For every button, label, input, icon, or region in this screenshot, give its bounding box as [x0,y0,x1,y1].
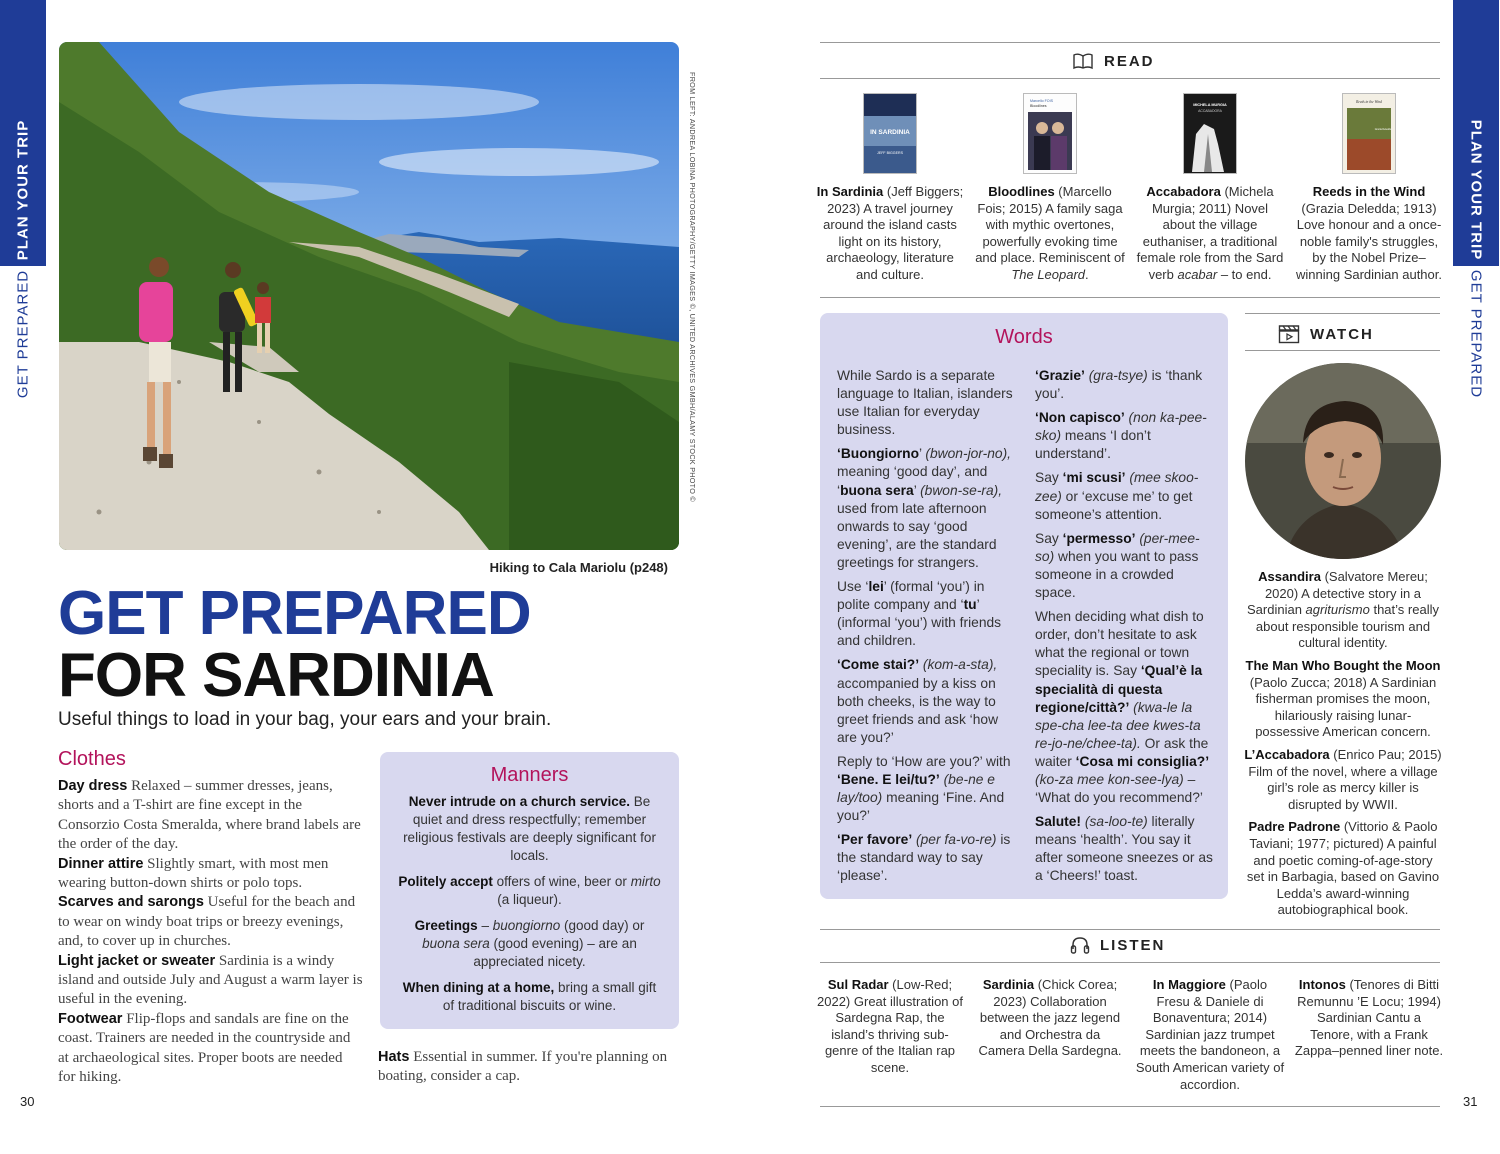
side-tab-secondary: GET PREPARED [14,269,32,399]
manners-item: Greetings – buongiorno (good day) or buona sera (good evening) – are an appreciated nicety. [414,918,645,969]
text-paragraph: While Sardo is a separate language to Italian, islanders use Italian for everyday business. [837,368,1013,438]
book-entry [1294,93,1444,283]
album-entry: Sardinia (Chick Corea; 2023) Collaboration between the jazz legend and Orchestra da Camera Della Sardegna. [978,977,1122,1059]
divider [1245,313,1440,314]
text-paragraph: The Man Who Bought the Moon (Paolo Zucca; 2018) A Sardinian fisherman promises the moon, hilariously raising lunar-possessive American concern. [1245,657,1441,740]
album-entry: Intonos (Tenores di Bitti Remunnu ’E Locu; 1994) Sardinian Cantu a Tenore, with a Frank Zappa–penned liner note. [1294,977,1444,1059]
divider [820,42,1440,43]
manners-item: When dining at a home, bring a small gift of traditional biscuits or wine. [402,980,657,1013]
svg-text:JEFF BIGGERS: JEFF BIGGERS [877,151,903,155]
svg-text:Grazia Deledda: Grazia Deledda [1374,128,1392,131]
clothes-item: Light jacket or sweater Sardinia is a windy island and outside July and August a warm layer is useful in the evening. [58,952,363,1008]
book-cover-art [1184,94,1236,173]
svg-text:IN SARDINIA: IN SARDINIA [870,129,910,136]
album-entry: In Maggiore (Paolo Fresu & Daniele di Bonaventura; 2014) Sardinian jazz trumpet meets the bandoneon, a South American variety of accordion. [1135,977,1285,1092]
side-tab-primary: PLAN YOUR TRIP [14,119,32,261]
divider [820,1106,1440,1107]
divider [820,297,1440,298]
manners-item: Politely accept offers of wine, beer or mirto (a liqueur). [398,874,661,907]
page-number-left: 30 [20,1094,35,1109]
watch-heading: WATCH [1278,324,1374,344]
clothes-item: Scarves and sarongs Useful for the beach and to wear on windy boat trips or breezy evenings, and, to cover up in churches. [58,894,356,950]
svg-text:Marcello FOIS: Marcello FOIS [1030,99,1053,103]
page-number-right: 31 [1463,1094,1478,1109]
text-paragraph: Reply to ‘How are you?’ with ‘Bene. E lei/tu?’ (be-ne e lay/too) meaning ‘Fine. And you?’ [837,753,1011,824]
clothes-item: Footwear Flip-flops and sandals are fine on the coast. Trainers are needed in the countryside and at archaeological sites. Proper boots are needed for hiking. [58,1010,351,1086]
watch-list [1243,569,1443,925]
album-entry: Sul Radar (Low-Red; 2022) Great illustration of Sardegna Rap, the island’s thriving sub-genre of the Italian rap scene. [817,977,963,1075]
side-tab-primary: PLAN YOUR TRIP [1467,119,1485,261]
book-entry [975,93,1125,283]
svg-text:Bloodlines: Bloodlines [1030,104,1047,108]
text-paragraph: ‘Grazie’ (gra-tsye) is ‘thank you’. [1035,368,1203,402]
text-paragraph: L’Accabadora (Enrico Pau; 2015) Film of the novel, where a village girl’s role as mercy killer is disrupted by WWII. [1244,746,1442,812]
divider [820,962,1440,963]
clothes-item: Day dress Relaxed – summer dresses, jeans, shorts and a T-shirt are fine except in the Consorzio Costa Smeralda, where brand labels are the order of the day. [58,778,361,853]
clothes-item: Dinner attire Slightly smart, with most men wearing button-down shirts or polo tops. [58,855,329,892]
page-subtitle: Useful things to load in your bag, your ears and your brain. [58,709,552,730]
book-entry [1135,93,1285,283]
text-paragraph: Padre Padrone (Vittorio & Paolo Taviani; 1977; pictured) A painful and poetic coming-of-age-story set in Barbagia, based on Gavino Ledda’s award-winning autobiographical book. [1246,819,1440,918]
page-title-line2: FOR SARDINIA [58,641,494,710]
text-paragraph: ‘Per favore’ (per fa-vo-re) is the standard way to say ‘please’. [837,832,1011,884]
hiking-photo [59,42,679,550]
right-side-tab [1453,0,1499,410]
text-paragraph: When deciding what dish to order, don’t hesitate to ask what the regional or town speciality is. Say ‘Qual’è la specialità di questa regione/città?’ (kwa-le la spe-cha lee-ta dee kwes-ta re-jo-ne/chee-ta). Or ask the waiter ‘Cosa mi consiglia?’ (ko-za mee kon-see-lya) – ‘What do you recommend?’ [1035,609,1210,806]
hiking-landscape-image [59,42,679,550]
book-icon [1072,52,1094,70]
clothes-item-hats: Hats Essential in summer. If you're planning on boating, consider a cap. [378,1049,668,1085]
book-cover-art [1343,94,1395,173]
headphones-icon [1070,936,1090,954]
svg-text:MICHELA MURGIA: MICHELA MURGIA [1193,103,1227,107]
text-paragraph: ‘Buongiorno’ (bwon-jor-no), meaning ‘good day’, and ‘buona sera’ (bwon-se-ra), used from late afternoon onwards to say ‘good evening’, are the standard greetings for strangers. [837,446,1012,570]
book-cover-image [1183,93,1237,174]
book-description: Reeds in the Wind (Grazia Deledda; 1913) Love honour and a once-noble family's struggles, by the Nobel Prize–winning Sardinian author. [1296,184,1442,282]
read-heading: READ [1072,52,1155,70]
book-cover-art [1024,94,1076,173]
film-clapper-icon [1278,324,1300,344]
svg-text:ACCABADORA: ACCABADORA [1198,109,1222,113]
photo-caption: Hiking to Cala Mariolu (p248) [489,560,668,575]
book-description: Accabadora (Michela Murgia; 2011) Novel about the village euthaniser, a traditional female role from the Sard verb acabar – to end. [1136,184,1284,282]
divider [1245,350,1440,351]
book-description: In Sardinia (Jeff Biggers; 2023) A travel journey around the island casts light on its history, archaeology, literature and culture. [816,184,964,282]
svg-text:Reeds in the Wind: Reeds in the Wind [1356,100,1382,104]
text-paragraph: ‘Come stai?’ (kom-a-sta), accompanied by a kiss on both cheeks, is the way to greet friends and ask ‘how are you?’ [837,657,999,745]
clothes-list [58,777,363,1088]
book-cover-image [1342,93,1396,174]
manners-heading: Manners [490,764,569,786]
words-column-2 [1035,367,1213,892]
text-paragraph: ‘Non capisco’ (non ka-pee-sko) means ‘I don’t understand’. [1035,410,1207,462]
words-box [820,313,1228,899]
book-cover-image [1023,93,1077,174]
book-cover-art [864,94,916,173]
manners-item: Never intrude on a church service. Be quiet and dress respectfully; remember religious festivals are deeply significant for locals. [403,794,656,863]
text-paragraph: Say ‘permesso’ (per-mee-so) when you want to pass someone in a crowded space. [1035,530,1200,601]
book-cover-image [863,93,917,174]
page-title-line1: GET PREPARED [58,579,531,648]
text-paragraph: Salute! (sa-loo-te) literally means ‘health’. You say it after someone sneezes or as a ‘Cheers!’ toast. [1035,814,1213,884]
words-heading: Words [995,326,1053,348]
book-entry [815,93,965,283]
book-description: Bloodlines (Marcello Fois; 2015) A family saga with mythic overtones, powerfully evoking time and place. Reminiscent of The Leopard. [975,184,1125,282]
photo-credit: FROM LEFT: ANDREA LOBINA PHOTOGRAPHY/GETTY IMAGES ©, UNITED ARCHIVES GMBH/ALAMY STOCK PHOTO © [688,72,697,503]
clothes-heading: Clothes [58,748,126,770]
manners-box [380,752,679,1029]
divider [820,78,1440,79]
words-column-1 [837,367,1015,892]
portrait-art [1245,363,1441,559]
text-paragraph: Say ‘mi scusi’ (mee skoo-zee) or ‘excuse me’ to get someone’s attention. [1035,470,1199,522]
side-tab-secondary: GET PREPARED [1467,269,1485,399]
listen-heading: LISTEN [1070,936,1165,954]
left-side-tab [0,0,46,410]
text-paragraph: Assandira (Salvatore Mereu; 2020) A detective story in a Sardinian agriturismo that’s really about responsible tourism and cultural identity. [1247,569,1439,651]
padre-padrone-still-image [1245,363,1441,559]
text-paragraph: Use ‘lei’ (formal ‘you’) in polite company and ‘tu’ (informal ‘you’) with friends and children. [837,579,1002,649]
divider [820,929,1440,930]
